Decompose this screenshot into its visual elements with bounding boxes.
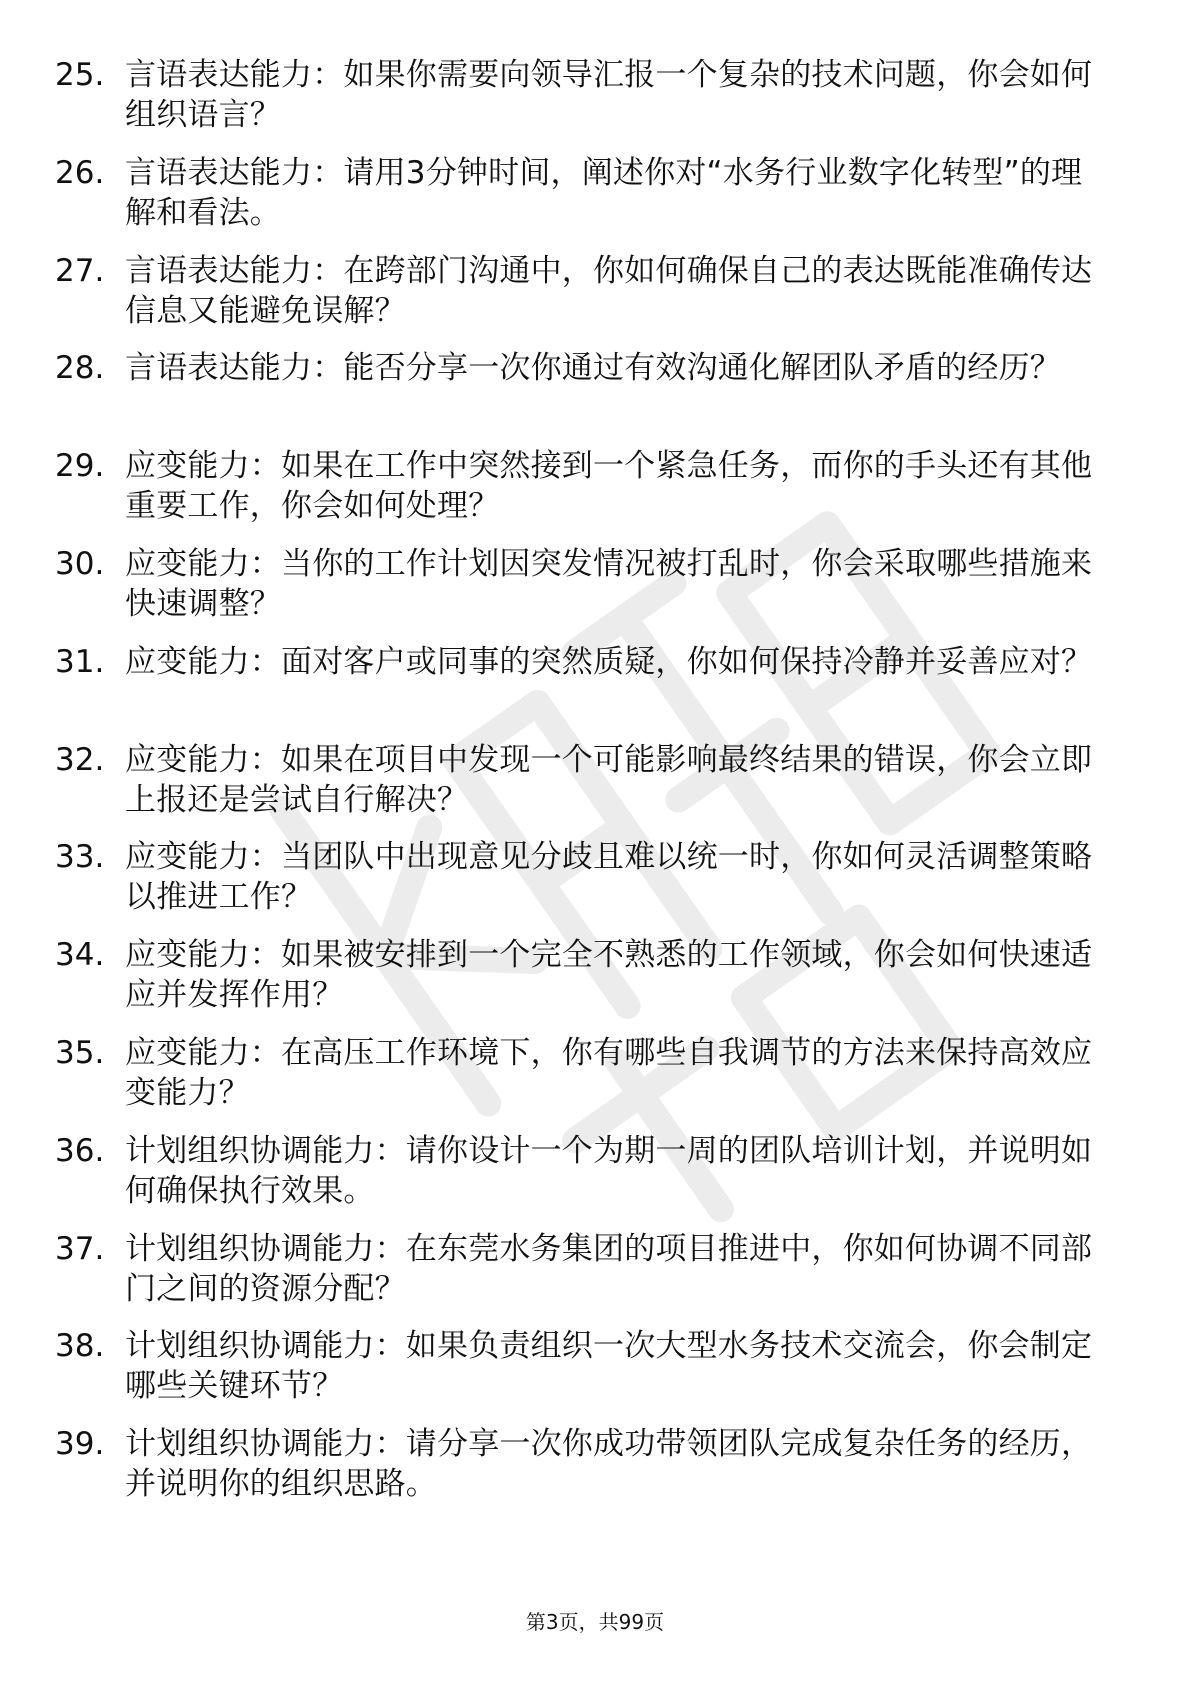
question-number: 36. [55,1132,105,1169]
question-number: 29. [55,448,105,485]
list-item [55,1229,1115,1327]
list-item [55,446,1115,544]
page-number-footer: 第3页，共99页 [525,1610,665,1634]
list-item [55,251,1115,349]
question-number: 28. [55,350,105,387]
question-list [55,55,1115,1522]
list-item [55,1131,1115,1229]
question-text: 应变能力：当你的工作计划因突发情况被打乱时，你会采取哪些措施来快速调整？ [125,545,1093,622]
list-item [55,1424,1115,1522]
question-text: 言语表达能力：在跨部门沟通中，你如何确保自己的表达既能准确传达信息又能避免误解？ [125,252,1093,329]
question-text: 计划组织协调能力：请你设计一个为期一周的团队培训计划，并说明如何确保执行效果。 [125,1132,1093,1209]
list-item [55,1326,1115,1424]
question-number: 31. [55,643,105,680]
list-item [55,55,1115,153]
question-number: 27. [55,252,105,289]
list-item [55,1033,1115,1131]
question-number: 25. [55,57,105,93]
question-text: 应变能力：面对客户或同事的突然质疑，你如何保持冷静并妥善应对？ [125,643,1093,680]
question-number: 34. [55,937,105,974]
list-item [55,837,1115,935]
question-number: 37. [55,1230,105,1267]
question-text: 应变能力：如果在项目中发现一个可能影响最终结果的错误，你会立即上报还是尝试自行解决？ [125,741,1093,818]
question-number: 33. [55,839,105,876]
question-number: 39. [55,1426,105,1463]
list-item [55,153,1115,251]
question-text: 计划组织协调能力：在东莞水务集团的项目推进中，你如何协调不同部门之间的资源分配？ [125,1230,1093,1307]
question-number: 26. [55,154,105,191]
list-item [55,348,1115,446]
list-item [55,642,1115,740]
question-number: 32. [55,741,105,778]
list-item [55,544,1115,642]
list-item [55,740,1115,838]
list-item [55,935,1115,1033]
question-text: 应变能力：如果被安排到一个完全不熟悉的工作领域，你会如何快速适应并发挥作用？ [125,937,1093,1014]
question-number: 30. [55,545,105,582]
question-text: 言语表达能力：能否分享一次你通过有效沟通化解团队矛盾的经历？ [125,350,1061,387]
question-text: 言语表达能力：如果你需要向领导汇报一个复杂的技术问题，你会如何组织语言？ [125,57,1093,133]
question-text: 应变能力：当团队中出现意见分歧且难以统一时，你如何灵活调整策略以推进工作？ [125,839,1093,916]
question-text: 应变能力：如果在工作中突然接到一个紧急任务，而你的手头还有其他重要工作，你会如何处理？ [125,448,1093,525]
question-text: 计划组织协调能力：如果负责组织一次大型水务技术交流会，你会制定哪些关键环节？ [125,1328,1093,1405]
question-number: 38. [55,1328,105,1365]
question-text: 应变能力：在高压工作环境下，你有哪些自我调节的方法来保持高效应变能力？ [125,1034,1093,1111]
question-text: 计划组织协调能力：请分享一次你成功带领团队完成复杂任务的经历，并说明你的组织思路。 [125,1426,1093,1503]
question-number: 35. [55,1034,105,1071]
question-text: 言语表达能力：请用3分钟时间，阐述你对“水务行业数字化转型”的理解和看法。 [125,154,1083,231]
